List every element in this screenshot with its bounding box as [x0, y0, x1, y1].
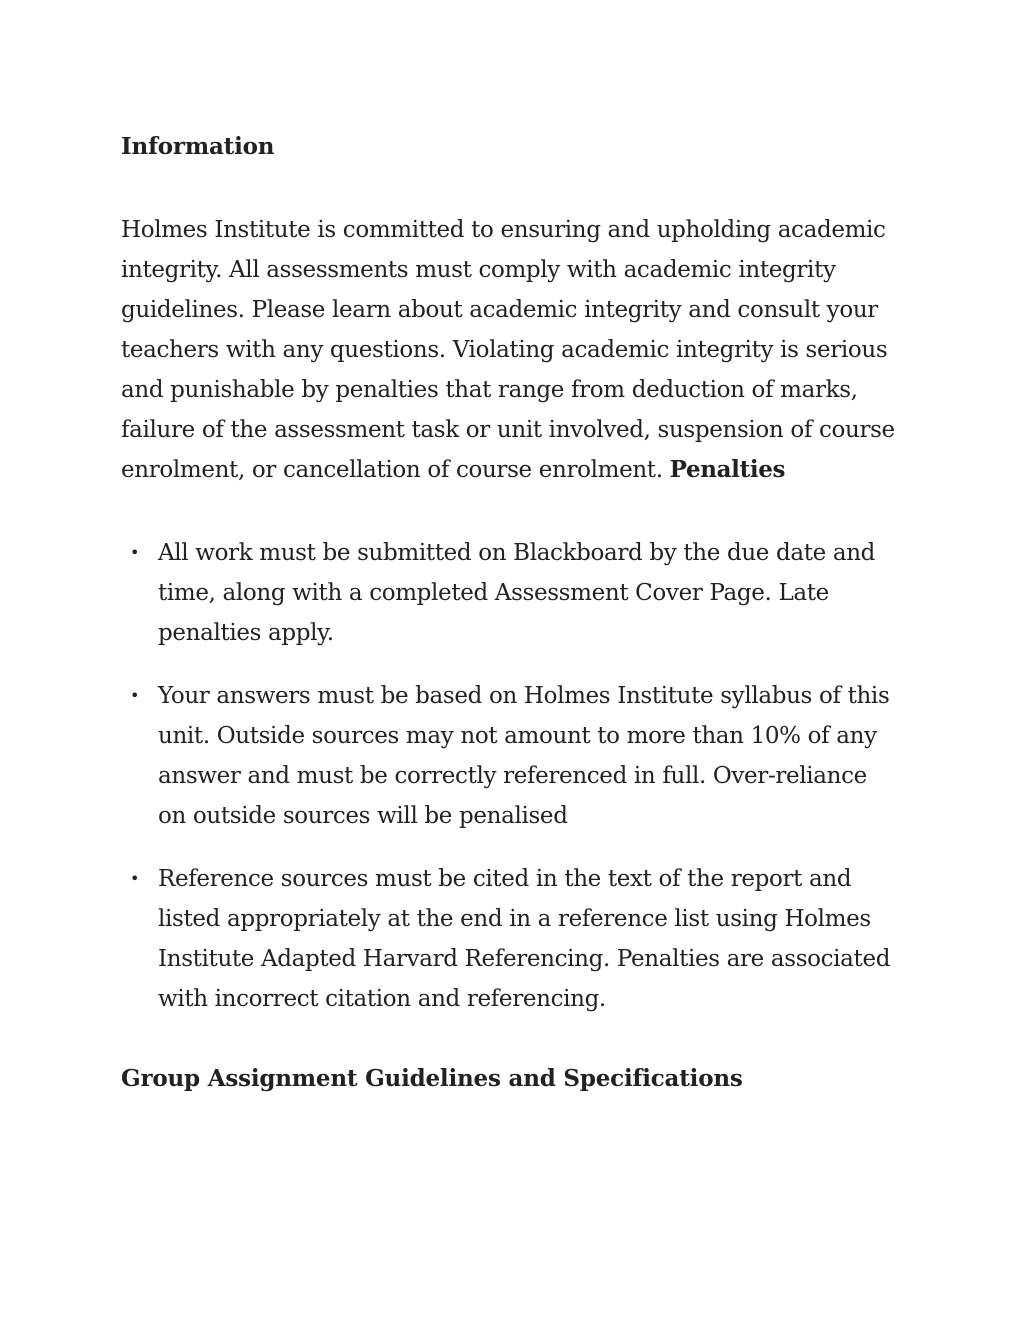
- bullet-dot: •: [130, 869, 140, 888]
- bullet-dot: •: [130, 543, 140, 562]
- bullet-dot: •: [130, 686, 140, 705]
- document-page: [121, 127, 911, 1099]
- information-heading: Information: [121, 133, 275, 160]
- guidelines-heading: Group Assignment Guidelines and Specifications: [121, 1065, 743, 1092]
- penalties-list: [121, 533, 911, 1019]
- list-item: [121, 533, 893, 653]
- list-item: [121, 676, 893, 836]
- penalties-heading: Penalties: [669, 456, 786, 483]
- list-item-text: Your answers must be based on Holmes Institute syllabus of this unit. Outside sources may not amount to more than 10% of any answer and must be correctly referenced in full. Over-reliance on outside sources will be penalised: [158, 683, 890, 829]
- integrity-text: Holmes Institute is committed to ensuring and upholding academic integrity. All assessments must comply with academic integrity guidelines. Please learn about academic integrity and consult your teachers with any questions. Violating academic integrity is serious and punishable by penalties that range from deduction of marks, failure of the assessment task or unit involved, suspension of course enrolment, or cancellation of course enrolment.: [121, 217, 895, 483]
- integrity-paragraph: [121, 210, 911, 490]
- list-item-text: Reference sources must be cited in the text of the report and listed appropriately at the end in a reference list using Holmes Institute Adapted Harvard Referencing. Penalties are associated with incorrect citation and referencing.: [158, 866, 891, 1012]
- list-item-text: All work must be submitted on Blackboard by the due date and time, along with a completed Assessment Cover Page. Late penalties apply.: [158, 540, 876, 646]
- list-item: [121, 859, 893, 1019]
